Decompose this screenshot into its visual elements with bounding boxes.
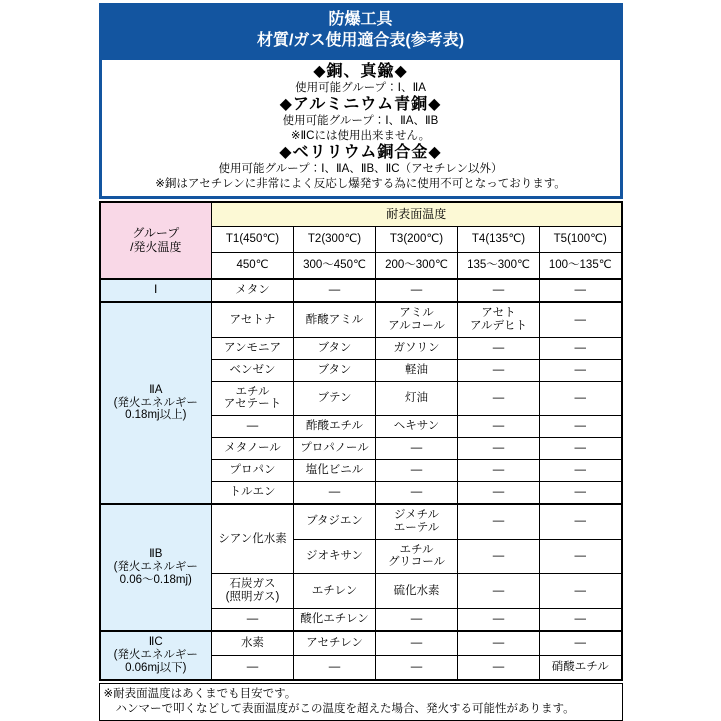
gas-cell: ガソリン [376,337,458,359]
gas-cell: ― [376,631,458,655]
gas-cell: ― [458,655,540,679]
material-groups-beryllium-copper: 使用可能グループ：Ⅰ、ⅡA、ⅡB、ⅡC（アセチレン以外） [218,163,503,175]
gas-cell: ― [294,655,376,679]
page-container [99,0,623,721]
table-row [100,279,622,302]
gas-cell: 酢酸エチル [294,416,376,438]
gas-cell: ベンゼン [212,359,294,381]
material-groups-aluminum-bronze: 使用可能グループ：Ⅰ、ⅡA、ⅡB [282,115,439,127]
gas-cell: ― [376,460,458,482]
gas-cell: ― [294,481,376,503]
gas-cell: 酸化エチレン [294,609,376,631]
gas-cell: ― [540,279,622,302]
gas-cell: ― [540,359,622,381]
gas-compatibility-table [99,201,623,681]
temp-range-t5: 100～135℃ [540,253,622,279]
temp-range-t2: 300～450℃ [294,253,376,279]
group-label-cell-2a: ⅡA (発火エネルギー 0.18mj以上) [100,302,212,504]
gas-cell: 硝酸エチル [540,655,622,679]
gas-cell: トルエン [212,481,294,503]
temp-class-t5: T5(100℃) [540,227,622,253]
material-heading-beryllium-copper: ◆ベリリウム銅合金◆ [279,144,442,161]
table-row [100,504,622,539]
gas-cell: ― [458,631,540,655]
gas-cell: 塩化ビニル [294,460,376,482]
gas-cell: エチレン [294,574,376,609]
gas-cell: ジメチル エーテル [376,504,458,539]
group-label-cell-1: Ⅰ [100,279,212,302]
temp-range-t1: 450℃ [212,253,294,279]
banner-title-line1: 防爆工具 [328,11,393,28]
temp-class-t1: T1(450℃) [212,227,294,253]
table-header-row-surface [100,202,622,227]
gas-cell: ― [376,438,458,460]
gas-cell: ― [540,539,622,574]
material-note-beryllium-copper: ※銅はアセチレンに非常によく反応し爆発する為に使用不可となっております。 [155,178,566,190]
group-label-cell-2c: ⅡC (発火エネルギー 0.06mj以下) [100,631,212,680]
gas-cell: プロパノール [294,438,376,460]
material-heading-aluminum-bronze: ◆アルミニウム青銅◆ [279,96,442,113]
footnote-box [99,683,623,721]
gas-cell: ― [458,381,540,416]
gas-cell: ― [458,481,540,503]
banner-title-line2: 材質/ガス使用適合表(参考表) [256,32,465,49]
gas-cell: 灯油 [376,381,458,416]
gas-cell: ― [540,481,622,503]
table-row [100,302,622,337]
gas-cell: ― [458,539,540,574]
gas-cell: ― [540,438,622,460]
group-ignition-header-cell: グループ /発火温度 [100,202,212,279]
gas-cell: ― [294,279,376,302]
temp-class-t3: T3(200℃) [376,227,458,253]
temp-class-t2: T2(300℃) [294,227,376,253]
gas-cell: ― [540,460,622,482]
gas-cell: ― [458,337,540,359]
gas-cell: ― [212,416,294,438]
group-label-cell-2b: ⅡB (発火エネルギー 0.06～0.18mj) [100,504,212,631]
gas-cell: ― [458,416,540,438]
gas-cell: ― [540,337,622,359]
gas-cell: ブテン [294,381,376,416]
gas-cell: ― [540,631,622,655]
gas-cell: メタン [212,279,294,302]
gas-cell: ブタン [294,359,376,381]
gas-cell: ― [540,302,622,337]
gas-cell: 酢酸アミル [294,302,376,337]
gas-cell: ジオキサン [294,539,376,574]
gas-cell: アセチレン [294,631,376,655]
gas-cell: ブタン [294,337,376,359]
gas-cell: ― [458,359,540,381]
gas-cell: ― [458,438,540,460]
gas-cell: アンモニア [212,337,294,359]
gas-cell: ― [540,416,622,438]
gas-cell: アミル アルコール [376,302,458,337]
gas-cell: ― [458,609,540,631]
title-banner [99,3,623,57]
gas-cell: 石炭ガス (照明ガス) [212,574,294,609]
material-groups-copper-brass: 使用可能グループ：Ⅰ、ⅡA [295,82,426,94]
temp-range-t4: 135～300℃ [458,253,540,279]
gas-cell: ― [540,504,622,539]
footnote-line2: ハンマーで叩くなどして表面温度がこの温度を超えた場合、発火する可能性があります。 [115,702,575,715]
gas-cell: ― [376,609,458,631]
footnote-line1: ※耐表面温度はあくまでも目安です。 [103,687,297,700]
table-row [100,631,622,655]
temp-range-t3: 200～300℃ [376,253,458,279]
gas-cell: アセト アルデヒト [458,302,540,337]
material-note-aluminum-bronze: ※ⅡCには使用出来ません。 [290,130,431,142]
gas-cell: メタノール [212,438,294,460]
gas-cell: ― [458,279,540,302]
gas-cell: エチル グリコール [376,539,458,574]
gas-cell: ヘキサン [376,416,458,438]
gas-cell: エチル アセテート [212,381,294,416]
gas-cell: ― [376,279,458,302]
gas-cell: ブタジエン [294,504,376,539]
material-heading-copper-brass: ◆銅、真鍮◆ [313,63,408,80]
surface-temp-header-cell: 耐表面温度 [212,202,622,227]
gas-cell: ― [540,381,622,416]
gas-cell: アセトナ [212,302,294,337]
gas-cell: ― [212,609,294,631]
gas-cell: ― [212,655,294,679]
gas-cell: プロパン [212,460,294,482]
gas-cell: ― [458,574,540,609]
gas-cell: ― [540,574,622,609]
gas-cell: ― [540,609,622,631]
gas-cell: 硫化水素 [376,574,458,609]
gas-cell: 水素 [212,631,294,655]
material-info-box [99,57,623,199]
gas-cell: 軽油 [376,359,458,381]
gas-cell: シアン化水素 [212,504,294,574]
gas-cell: ― [458,504,540,539]
gas-cell: ― [376,481,458,503]
gas-cell: ― [458,460,540,482]
gas-cell: ― [376,655,458,679]
temp-class-t4: T4(135℃) [458,227,540,253]
